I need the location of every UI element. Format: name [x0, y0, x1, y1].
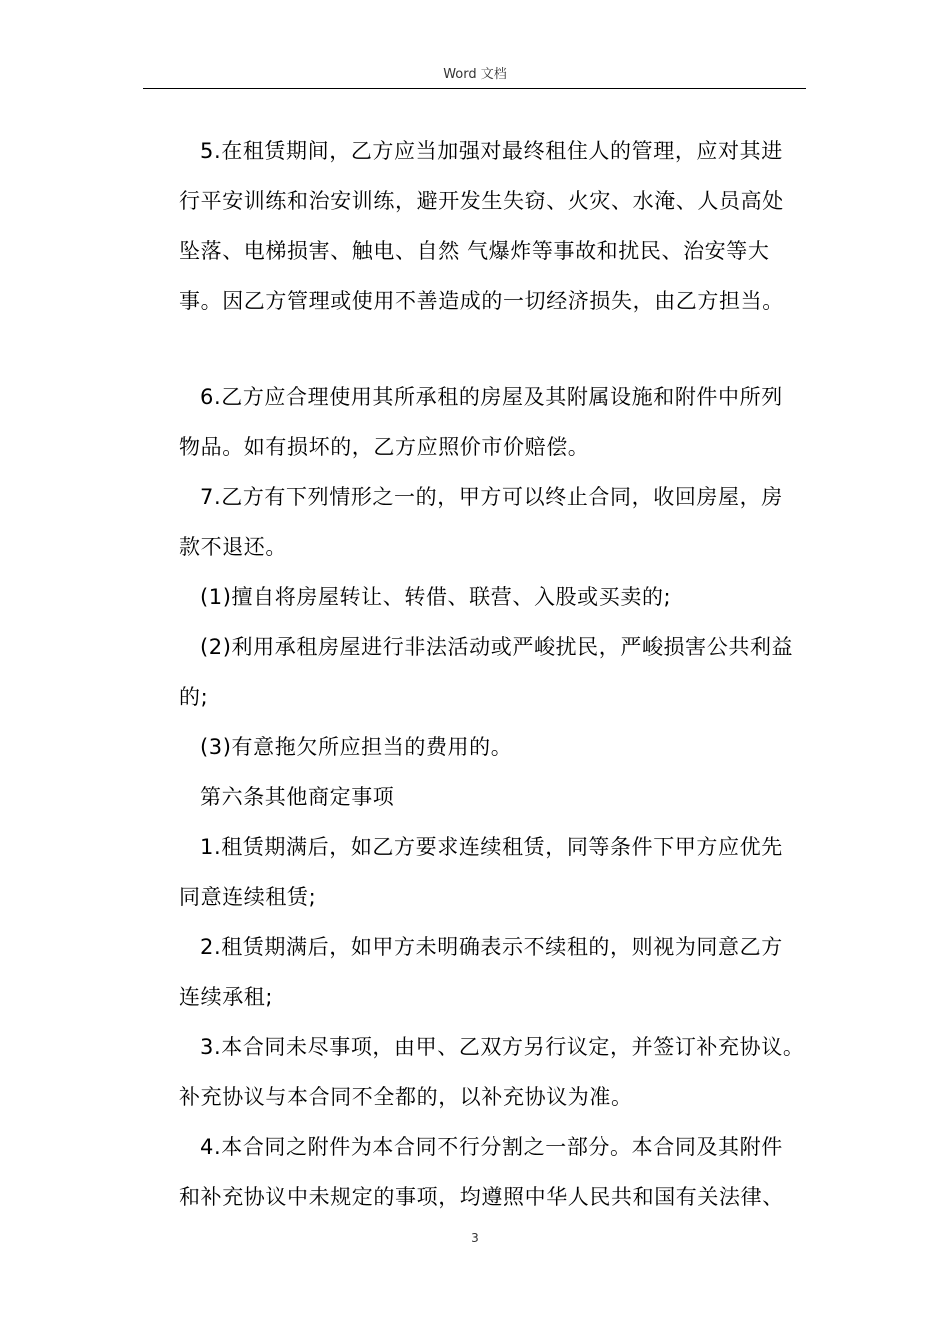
paragraph-line: 7.乙方有下列情形之一的，甲方可以终止合同，收回房屋，房 — [200, 485, 783, 509]
paragraph-line: 事。因乙方管理或使用不善造成的一切经济损失，由乙方担当。 — [179, 289, 784, 313]
paragraph-line: 款不退还。 — [179, 535, 287, 559]
paragraph-line: 补充协议与本合同不全都的，以补充协议为准。 — [179, 1085, 633, 1109]
paragraph-clause-6 — [179, 372, 809, 472]
paragraph-line: 坠落、电梯损害、触电、自然 气爆炸等事故和扰民、治安等大 — [179, 239, 770, 263]
paragraph-line: 行平安训练和治安训练，避开发生失窃、火灾、水淹、人员高处 — [179, 189, 784, 213]
paragraph-line: 物品。如有损坏的，乙方应照价市价赔偿。 — [179, 435, 590, 459]
paragraph-line: (3)有意拖欠所应担当的费用的。 — [200, 735, 513, 759]
paragraph-item-2 — [179, 622, 809, 722]
paragraph-line: 5.在租赁期间，乙方应当加强对最终租住人的管理，应对其进 — [200, 139, 783, 163]
paragraph-clause-7 — [179, 472, 809, 572]
header-title: Word 文档 — [443, 67, 507, 82]
paragraph-clause-5 — [179, 126, 809, 326]
paragraph-line: 连续承租; — [179, 985, 274, 1009]
paragraph-item-1 — [179, 572, 809, 622]
paragraph-article-6-clause-4 — [179, 1122, 809, 1222]
paragraph-line: 2.租赁期满后，如甲方未明确表示不续租的，则视为同意乙方 — [200, 935, 783, 959]
paragraph-spacer — [179, 326, 809, 372]
paragraph-article-6-clause-2 — [179, 922, 809, 1022]
header-divider — [143, 88, 806, 89]
paragraph-line: 的; — [179, 685, 209, 709]
paragraph-line: 同意连续租赁; — [179, 885, 317, 909]
document-body — [179, 126, 809, 1222]
paragraph-line: (2)利用承租房屋进行非法活动或严峻扰民，严峻损害公共利益 — [200, 635, 794, 659]
section-heading: 第六条其他商定事项 — [200, 785, 395, 809]
page-number: 3 — [471, 1231, 479, 1245]
paragraph-item-3 — [179, 722, 809, 772]
paragraph-article-6-clause-1 — [179, 822, 809, 922]
paragraph-line: 3.本合同未尽事项，由甲、乙双方另行议定，并签订补充协议。 — [200, 1035, 805, 1059]
paragraph-line: (1)擅自将房屋转让、转借、联营、入股或买卖的; — [200, 585, 672, 609]
paragraph-line: 4.本合同之附件为本合同不行分割之一部分。本合同及其附件 — [200, 1135, 783, 1159]
paragraph-line: 6.乙方应合理使用其所承租的房屋及其附属设施和附件中所列 — [200, 385, 783, 409]
section-heading-article-6 — [179, 772, 809, 822]
paragraph-line: 1.租赁期满后，如乙方要求连续租赁，同等条件下甲方应优先 — [200, 835, 783, 859]
paragraph-line: 和补充协议中未规定的事项，均遵照中华人民共和国有关法律、 — [179, 1185, 784, 1209]
paragraph-article-6-clause-3 — [179, 1022, 809, 1122]
